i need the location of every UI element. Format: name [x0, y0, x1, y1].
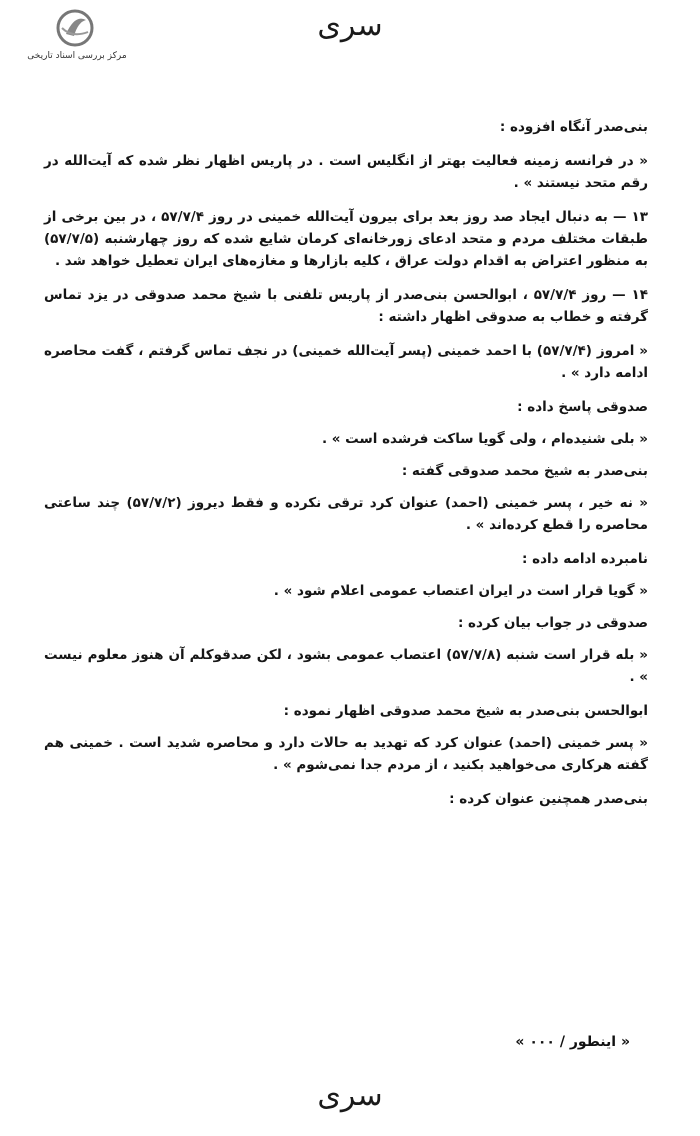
document-body	[44, 116, 648, 820]
paragraph: ابوالحسن بنی‌صدر به شیخ محمد صدوقی اظهار نموده :	[283, 703, 648, 719]
classification-header: سری	[317, 8, 383, 43]
paragraph: ۱۴ — روز ۵۷/۷/۴ ، ابوالحسن بنی‌صدر از پاریس تلفنی با شیخ محمد صدوقی در یزد تماس گرفته و خطاب به صدوقی اظهار داشته :	[44, 287, 648, 325]
paragraph: « نه خیر ، پسر خمینی (احمد) عنوان کرد ترقی نکرده و فقط دیروز (۵۷/۷/۲) چند ساعتی محاصره را قطع کرده‌اند » .	[44, 495, 648, 533]
paragraph: « در فرانسه زمینه فعالیت بهتر از انگلیس است . در پاریس اظهار نظر شده که آیت‌الله در رقم متحد نیستند » .	[44, 153, 648, 191]
closing-line: « اینطور / ۰۰۰ »	[515, 1034, 630, 1050]
paragraph: بنی‌صدر به شیخ محمد صدوقی گفته :	[401, 463, 648, 479]
paragraph: بنی‌صدر آنگاه افزوده :	[499, 119, 648, 135]
paragraph: بنی‌صدر همچنین عنوان کرده :	[449, 791, 648, 807]
paragraph: « امروز (۵۷/۷/۴) با احمد خمینی (پسر آیت‌الله خمینی) در نجف تماس گرفتم ، گفت محاصره ادامه دارد » .	[44, 343, 648, 381]
paragraph: صدوقی در جواب بیان کرده :	[457, 615, 648, 631]
paragraph: « بلی شنیده‌ام ، ولی گویا ساکت فرشده است » .	[321, 431, 648, 447]
paragraph: « بله قرار است شنبه (۵۷/۷/۸) اعتصاب عمومی بشود ، لکن صدقوکلم آن هنوز معلوم نیست » .	[44, 647, 649, 685]
paragraph: صدوقی پاسخ داده :	[517, 399, 648, 415]
paragraph: « گویا قرار است در ایران اعتصاب عمومی اعلام شود » .	[273, 583, 648, 599]
classification-footer: سری	[317, 1078, 383, 1113]
paragraph: ۱۳ — به دنبال ایجاد صد روز بعد برای بیرون آیت‌الله خمینی در روز ۵۷/۷/۴ ، در بین برخی از طبقات مختلف مردم و متحد ادعای زورخانه‌ای کرمان شایع شده که روز چهارشنبه (۵۷/۷/۵) به منظور اعتراض به اقدام دولت عراق ، کلیه بازارها و مغازه‌های ایران تعطیل خواهد شد .	[44, 209, 648, 269]
paragraph: « پسر خمینی (احمد) عنوان کرد که تهدید به حالات دارد و محاصره شدید است . خمینی هم گفته هرکاری می‌خواهید بکنید ، از مردم جدا نمی‌شوم » .	[44, 735, 648, 773]
archive-logo-caption: مرکز بررسی اسناد تاریخی	[27, 51, 127, 61]
paragraph: نامبرده ادامه داده :	[522, 551, 648, 567]
